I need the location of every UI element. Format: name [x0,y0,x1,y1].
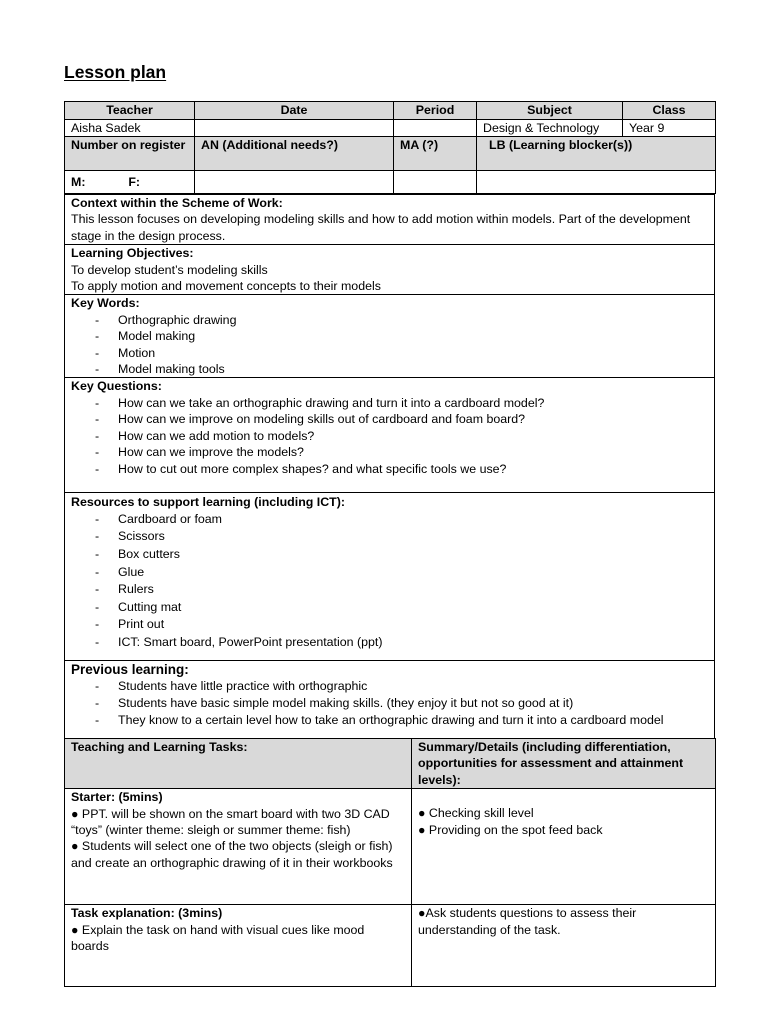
lesson-header-table [64,101,716,194]
objectives-heading: Learning Objectives: [71,246,194,261]
number-on-register-label: Number on register [65,137,195,171]
date-label: Date [195,102,394,120]
previous-learning-item: - They know to a certain level how to take an orthographic drawing and turn it into a cardboard model [71,712,708,729]
resources-heading: Resources to support learning (including ICT): [71,495,345,510]
key-word-item: - Model making [71,328,708,344]
key-questions-heading: Key Questions: [71,379,162,394]
resources-section [65,493,715,661]
additional-needs-label: AN (Additional needs?) [195,137,394,171]
key-words-heading: Key Words: [71,296,140,311]
previous-learning-item: - Students have little practice with orthographic [71,678,708,695]
male-label: M: [71,175,86,190]
objectives-section [65,245,715,295]
resource-item: - Print out [71,616,708,634]
key-word-item: - Motion [71,345,708,361]
starter-detail: ● Checking skill level [418,806,534,821]
key-words-section [65,295,715,378]
teacher-value: Aisha Sadek [65,120,195,137]
resource-item: - ICT: Smart board, PowerPoint presentation (ppt) [71,634,708,652]
key-question-item: - How can we take an orthographic drawing and turn it into a cardboard model? [71,395,708,411]
learning-blocker-label: LB (Learning blocker(s)) [477,137,716,171]
key-question-item: - How can we improve on modeling skills out of cardboard and foam board? [71,411,708,427]
key-word-item: - Model making tools [71,361,708,377]
context-text: This lesson focuses on developing modeling skills and how to add motion within models. Part of the development stage in the design process. [71,212,691,243]
ma-value [394,171,477,194]
resource-item: - Rulers [71,581,708,599]
explanation-details-cell [412,905,716,987]
key-question-item: - How can we improve the models? [71,444,708,460]
key-question-item: - How can we add motion to models? [71,428,708,444]
key-question-item: - How to cut out more complex shapes? and what specific tools we use? [71,461,708,477]
lesson-sections-table [64,194,715,741]
period-label: Period [394,102,477,120]
explanation-detail: ●Ask students questions to assess their understanding of the task. [418,906,637,937]
starter-details-cell [412,789,716,905]
objective-line: To develop student’s modeling skills [71,262,268,277]
tasks-table [64,738,716,987]
explanation-task-cell [65,905,412,987]
context-section [65,195,715,245]
explanation-bullet: ● Explain the task on hand with visual cues like mood boards [71,922,365,954]
teacher-label: Teacher [65,102,195,120]
date-value [195,120,394,137]
key-questions-section [65,378,715,493]
resource-item: - Box cutters [71,546,708,564]
key-word-item: - Orthographic drawing [71,312,708,328]
explanation-heading: Task explanation: (3mins) [71,906,223,921]
class-value: Year 9 [623,120,716,137]
starter-detail: ● Providing on the spot feed back [418,822,603,837]
starter-task-cell [65,789,412,905]
previous-learning-heading: Previous learning: [71,662,189,678]
resource-item: - Scissors [71,528,708,546]
details-column-header: Summary/Details (including differentiation, opportunities for assessment and attainment levels): [412,739,716,789]
starter-bullet: ● PPT. will be shown on the smart board with two 3D CAD “toys” (winter theme: sleigh or summer theme: fish) [71,806,390,838]
previous-learning-section [65,661,715,741]
resource-item: - Glue [71,564,708,582]
female-label: F: [128,175,141,190]
gender-count-cell [65,171,195,194]
objective-line: To apply motion and movement concepts to their models [71,279,381,294]
resource-item: - Cutting mat [71,599,708,617]
lb-value [477,171,716,194]
context-heading: Context within the Scheme of Work: [71,196,283,210]
ma-label: MA (?) [394,137,477,171]
an-value [195,171,394,194]
class-label: Class [623,102,716,120]
starter-heading: Starter: (5mins) [71,790,163,805]
page-title: Lesson plan [64,62,167,82]
period-value [394,120,477,137]
resource-item: - Cardboard or foam [71,511,708,529]
subject-value: Design & Technology [477,120,623,137]
tasks-column-header: Teaching and Learning Tasks: [65,739,412,789]
subject-label: Subject [477,102,623,120]
starter-bullet: ● Students will select one of the two objects (sleigh or fish) and create an orthographic drawing of it in their workbooks [71,839,393,870]
previous-learning-item: - Students have basic simple model making skills. (they enjoy it but not so good at it) [71,695,708,712]
